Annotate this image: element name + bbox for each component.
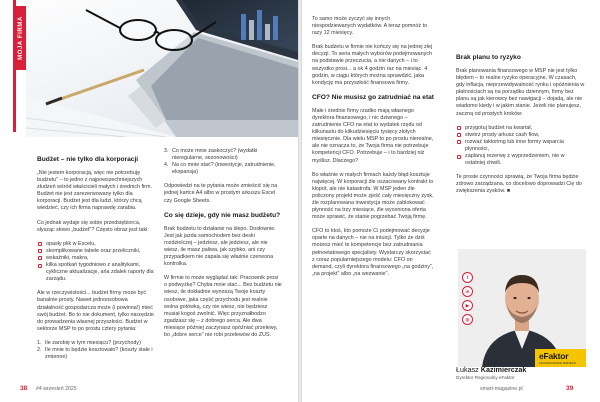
bullet-list: [37, 241, 154, 284]
laptop-photo: [26, 0, 298, 137]
bullet-icon: [38, 264, 42, 268]
paragraph: Odpowiedzi na te pytania może zmieścić się na jednej kartce A4 albo w prostym arkuszu Excel czy Google Sheets.: [164, 183, 278, 204]
right-column-1: [312, 16, 434, 285]
efaktor-logo: [535, 349, 586, 367]
section-tab: [16, 6, 26, 70]
list-item: 1. Ile zarobię w tym miesiącu? (przychody): [37, 339, 141, 346]
list-item: skomplikowane tabele oraz przeliczniki,: [37, 248, 154, 255]
heading-budget: Budżet – nie tylko dla korporacji: [37, 156, 139, 163]
site-url: smart-magazine.pl: [480, 386, 523, 392]
heading-cfo: CFO? Nie musisz go zatrudniać na etat: [312, 93, 435, 101]
left-page: [0, 0, 298, 402]
right-column-2: [456, 54, 586, 203]
bullet-icon: [457, 155, 461, 159]
logo-tagline: FINANSOWANIE BIZNESU: [539, 360, 576, 365]
bullet-icon: [457, 133, 461, 137]
left-column-2: [164, 148, 282, 346]
paragraph: Małe i średnie firmy rzadko mają własnego dyrektora finansowego, i nic dziwnego – zatrudnienie CFO na etat to wydatek rzędu od kilkunastu do kilkudziesięciu tysięcy złotych miesięcznie. Dla wielu MSP to po prostu nierealne, ale nie oznacza to, że Twoja firma nie potrzebuje kompetencji CFO. Potrzebuje – i to bardziej niż myślisz. Dlaczego?: [312, 107, 434, 164]
right-page: [302, 0, 600, 402]
left-column-1: [37, 156, 154, 368]
bullet-icon: [457, 126, 461, 130]
list-item: opasły plik w Excelu,: [37, 241, 154, 248]
bullet-icon: [38, 242, 42, 246]
list-item: 3. Co może mnie zaskoczyć? (wydatki nieregularne, sezonowości): [164, 148, 258, 162]
paragraph: Bo właśnie w małych firmach każdy błąd kosztuje najwięcej. W korporacji źle oszacowany kontrakt to kłopot, ale nie katastrofa. W MSP jeden źle policzony projekt może zjeść cały miesięczny zysk, źle rozplanowana inwestycja może zablokować płynność na trzy miesiące, źle wyceniona oferta może sprawić, że stanie pogrzebać Twoją firmę.: [312, 171, 434, 221]
paragraph: CFO to ktoś, kto pomoże Ci podejmować decyzje oparte na danych – nie na intuicji. Tylko że dziś możesz mieć te kompetencje bez zatrudniania pełnoetatowego specjalisty. Wystarczy skorzystać z coraz popularniejszego modelu: CFO on demand, czyli dyrektora finansowego „na godziny", „na projekt" albo „na wezwanie".: [312, 228, 434, 277]
paragraph: Co jednak wydaje się sobie przedsiębiorca, słysząc słowo „budżet"? Często obraz jest taki:: [37, 219, 149, 233]
list-item: stwórz prosty arkusz cash flow,: [456, 132, 586, 139]
paragraph: Ale w rzeczywistości... budżet firmy może być banalnie prosty. Nawet jednoosobowa działalność gospodarcza może (i powinna!) mieć swój budżet. Bo to nie dokument, tylko narzędzie do prowadzenia własnej przyszłości. Budżet w sektorze MSP to po prostu cztery pytania:: [37, 290, 154, 332]
list-item: 2. Ile mnie to będzie kosztowało? (koszty stałe i zmienne): [37, 346, 153, 361]
heading-no-budget: Co się dzieje, gdy nie masz budżetu?: [164, 211, 281, 219]
numbered-list: [164, 148, 282, 176]
paragraph: To samo może zyczyć się innych niespodziewanych wydatków. A teraz pomnóż to razy 12 miesięcy.: [312, 16, 428, 37]
bullet-icon: [38, 256, 42, 260]
paragraph: Brak budżetu w firmie nie kończy się na jednej złej decyzji. To seria małych wyborów podejmowanych na podstawie przeczucia, a nie danych – i to wszystko prosi... a ok 4 godzin raz na miesiąc. 4 godzin, w ciągu których można sprawdzić, jaka kondycję ma przyszłość finansowa firmy.: [312, 44, 433, 86]
list-item: przygotuj budżet na kwartał,: [456, 125, 586, 132]
section-tab-label: MOJA FIRMA: [18, 16, 24, 60]
list-item: 4. Na co mnie stać? (inwestycje, zatrudnienie, ekspansja): [164, 162, 276, 176]
laptop-illustration: [26, 0, 298, 137]
linkedin-icon[interactable]: in: [462, 286, 473, 297]
author-name: Łukasz Kazimierczak: [456, 365, 527, 374]
bullet-icon: [457, 140, 461, 144]
paragraph: Te proste czynności sprawią, że Twoja firma będzie zdrowo zarządzana, co docelowo doprowadzi Cię do zwiększenia zysków. ■: [456, 174, 582, 195]
list-item: rozważ taktorimg lub inne formy wsparcia płynności,: [456, 139, 586, 153]
bullet-list: [456, 125, 586, 168]
paragraph: „Nie jestem korporacją, więc nie potrzebuję budżetu" – to jedno z najpowszechniejszych złudzeń wśród właścicieli małych i średnich firm. Budżet nie jest zarezerwowany tylko dla korporacji. Budżet jest dla ludzi, którzy chcą wiedzieć, czy ich firma naprawdę zarabia.: [37, 170, 153, 212]
list-item: zaplanuj rezerwę z wyprzedzeniem, nie w ostatniej chwili.: [456, 153, 586, 167]
facebook-icon[interactable]: f: [462, 272, 473, 283]
paragraph: Brak budżetu to działanie na ślepo. Dosłownie. Jest jak jazda samochodem bez deski rozdzielczej – jedziesz, ale jedziesz, ale nie wiesz, ile masz paliwa, jak szybko, ani czy przypadkiem nie zapala się właśnie czerwona kontrolka.: [164, 225, 276, 268]
page-number-right: 39: [566, 385, 574, 392]
author-role: Dyrektor Regionalny eFaktor: [456, 375, 515, 380]
paragraph: W firmie to może wyglądać tak: Pracownik prosi o podwyżkę? Chyba mnie stać... Bez budżetu nie wiesz, ile dokładnie wynoszą Twoje koszty osobowe, jaka część przychodu jest realnie wolna gotówką, czy nie wiesz, nie będziesz musiał kogoś zwolnić. Więc przyznałbodzo zgadzasz się – z dobrego serca. Ale dwa miesiące później zaczynasz opóźniać przelewy, bo „dobre serce" nie robi przelewów do ZUS.: [164, 275, 282, 338]
issue-label: #4 wrzesień 2025: [36, 386, 77, 392]
youtube-icon[interactable]: ▶: [462, 300, 473, 311]
logo-brand: eFaktor: [539, 351, 569, 361]
page-number-left: 38: [20, 385, 28, 392]
paragraph: Brak planowania finansowego w MSP nie jest tylko błędem – to realne ryzyko operacyjne. W czasach, gdy inflacja, nieprzewidywalność rynku i opóźnienia w płatnościach są na porządku dziennym, firmy bez planu są jak kierowcy bez nawigacji – dojadą, ale nie wiadomo kiedy i w jakim stanie. Jeżeli nie planujesz, zaczną od prostych kroków:: [456, 68, 585, 117]
list-item: wskaźniki, makra,: [37, 255, 154, 262]
list-item: kilka spotkań tygodniowo z analitykami, cykliczne aktualizacje, ańa zdalek raporty dla zarządu.: [37, 262, 154, 283]
heading-risk: Brak planu to ryzyko: [456, 54, 521, 61]
bullet-icon: [38, 249, 42, 253]
numbered-list: [37, 340, 154, 361]
instagram-icon[interactable]: ◎: [462, 314, 473, 325]
social-icons: [462, 272, 473, 325]
